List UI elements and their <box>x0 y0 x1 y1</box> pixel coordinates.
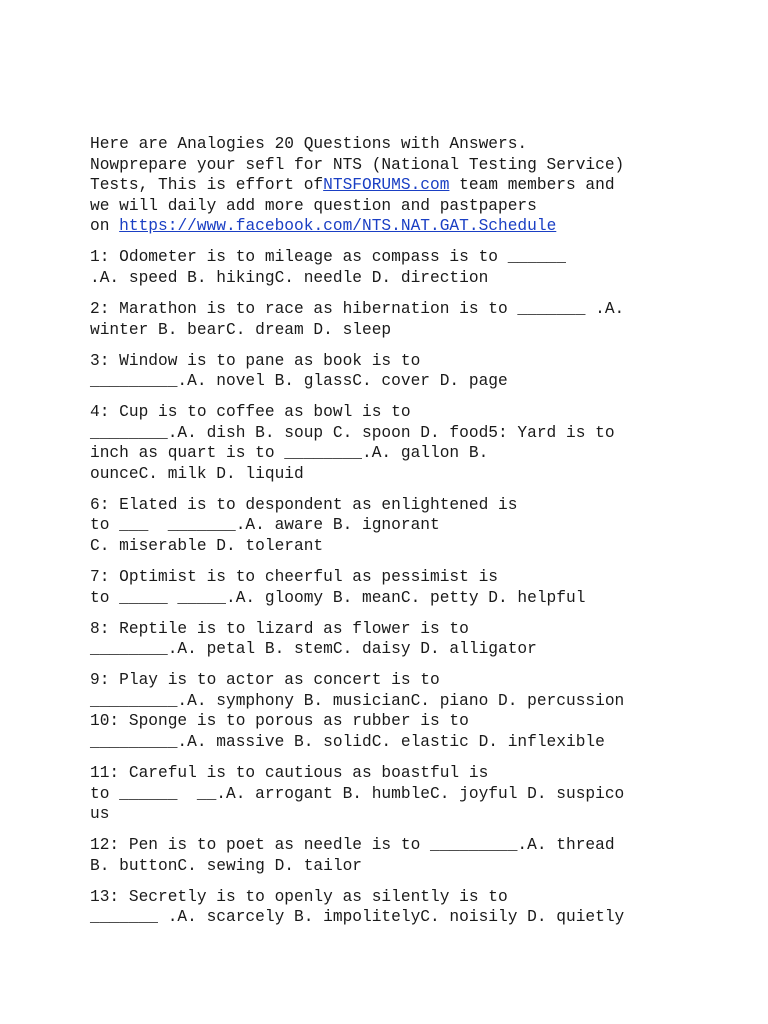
question-line: us <box>90 805 110 824</box>
intro-text: on <box>90 217 120 236</box>
facebook-link[interactable]: https://www.facebook.com/NTS.NAT.GAT.Schedule <box>119 217 557 236</box>
intro-paragraph <box>90 134 690 237</box>
intro-line: we will daily add more question and pastpapers <box>90 196 537 215</box>
question-line: 10: Sponge is to porous as rubber is to <box>90 712 469 731</box>
question-line: 3: Window is to pane as book is to <box>90 351 421 370</box>
question-3 <box>90 351 690 392</box>
question-line: 9: Play is to actor as concert is to <box>90 671 440 690</box>
question-line: _________.A. symphony B. musicianC. piano D. percussion <box>90 691 625 710</box>
question-13 <box>90 887 690 928</box>
question-line: to _____ _____.A. gloomy B. meanC. petty D. helpful <box>90 588 586 607</box>
question-line: 2: Marathon is to race as hibernation is to _______ .A. <box>90 299 625 318</box>
question-line: _________.A. novel B. glassC. cover D. page <box>90 372 508 391</box>
question-line: 1: Odometer is to mileage as compass is to ______ <box>90 248 566 267</box>
question-line: winter B. bearC. dream D. sleep <box>90 320 392 339</box>
intro-line <box>90 216 690 237</box>
question-line: 11: Careful is to cautious as boastful is <box>90 763 489 782</box>
question-line: 4: Cup is to coffee as bowl is to <box>90 403 411 422</box>
question-9 <box>90 670 690 711</box>
intro-text: team members and <box>449 176 615 195</box>
question-line: to ______ __.A. arrogant B. humbleC. joyful D. suspico <box>90 784 625 803</box>
question-2 <box>90 299 690 340</box>
document-page <box>90 134 690 938</box>
question-line: B. buttonC. sewing D. tailor <box>90 856 362 875</box>
ntsforums-link[interactable]: NTSFORUMS.com <box>323 176 450 195</box>
question-line: inch as quart is to ________.A. gallon B. <box>90 444 489 463</box>
intro-line: Nowprepare your sefl for NTS (National Testing Service) <box>90 155 625 174</box>
question-6 <box>90 495 690 557</box>
question-line: 8: Reptile is to lizard as flower is to <box>90 619 469 638</box>
question-line: _______ .A. scarcely B. impolitelyC. noisily D. quietly <box>90 908 625 927</box>
intro-text: Tests, This is effort of <box>90 176 324 195</box>
intro-line: Here are Analogies 20 Questions with Answers. <box>90 135 528 153</box>
question-line: ounceC. milk D. liquid <box>90 464 304 483</box>
question-line: 7: Optimist is to cheerful as pessimist is <box>90 568 498 587</box>
question-line: 12: Pen is to poet as needle is to _________.A. thread <box>90 836 615 855</box>
question-8 <box>90 619 690 660</box>
question-line: _________.A. massive B. solidC. elastic D. inflexible <box>90 732 605 751</box>
question-1 <box>90 247 690 288</box>
question-line: 6: Elated is to despondent as enlightened is <box>90 495 518 514</box>
question-line: ________.A. petal B. stemC. daisy D. alligator <box>90 640 537 659</box>
question-line: to ___ _______.A. aware B. ignorant <box>90 516 440 535</box>
question-line: .A. speed B. hikingC. needle D. direction <box>90 268 489 287</box>
question-line: C. miserable D. tolerant <box>90 537 324 556</box>
question-7 <box>90 567 690 608</box>
question-4 <box>90 402 690 484</box>
question-10 <box>90 711 690 752</box>
intro-line <box>90 175 690 196</box>
question-12 <box>90 835 690 876</box>
question-line: ________.A. dish B. soup C. spoon D. food5: Yard is to <box>90 423 615 442</box>
question-11 <box>90 763 690 825</box>
question-line: 13: Secretly is to openly as silently is to <box>90 887 508 906</box>
